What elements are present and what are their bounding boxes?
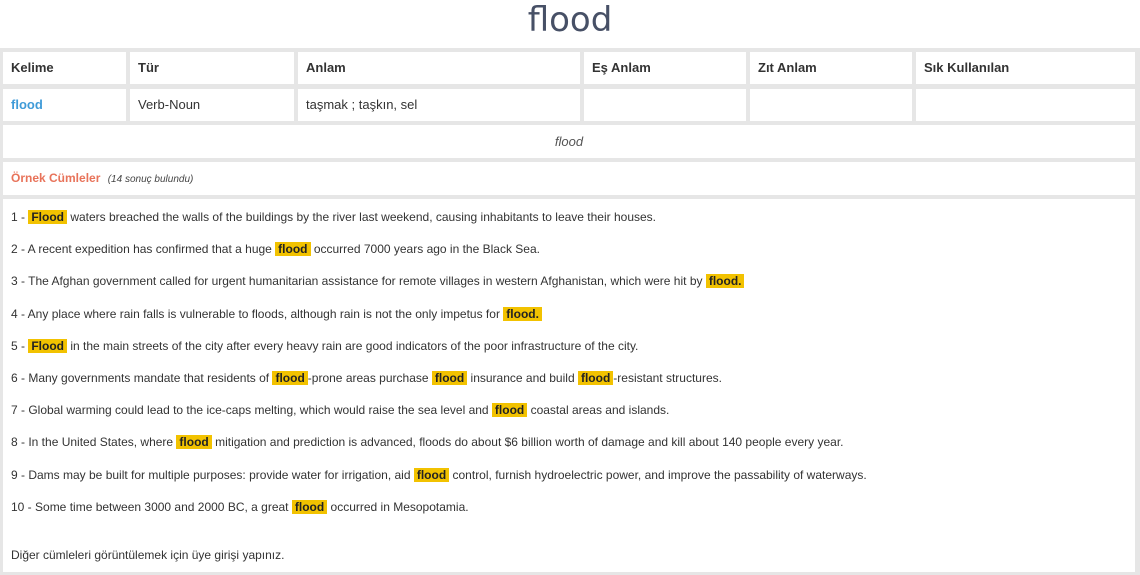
header-anlam: Anlam	[298, 52, 580, 84]
sentence-text: insurance and build	[467, 371, 578, 385]
sentence-text: coastal areas and islands.	[527, 403, 670, 417]
sentence-text: 9 - Dams may be built for multiple purposes: provide water for irrigation, aid	[11, 468, 414, 482]
sentence-text: 10 - Some time between 3000 and 2000 BC, a great	[11, 500, 292, 514]
highlight-word: flood	[578, 371, 613, 385]
example-sentence	[11, 271, 744, 291]
example-sentence	[11, 465, 867, 485]
examples-count: (14 sonuç bulundu)	[107, 174, 194, 185]
word-meaning: taşmak ; taşkın, sel	[298, 89, 580, 121]
sentence-text: -resistant structures.	[613, 371, 722, 385]
word-link[interactable]: flood	[3, 89, 126, 121]
word-synonym	[584, 89, 746, 121]
sentence-text: 1 -	[11, 210, 29, 224]
examples-list	[3, 199, 1135, 572]
highlight-word: Flood	[28, 210, 67, 224]
highlight-word: flood	[272, 371, 307, 385]
table-header-row	[3, 52, 1135, 84]
examples-header	[3, 162, 1135, 195]
highlight-word: flood	[275, 242, 310, 256]
example-sentence	[11, 207, 656, 227]
dictionary-frame	[0, 48, 1140, 575]
login-link[interactable]: üye girişi	[191, 548, 240, 562]
pronunciation: flood	[3, 125, 1135, 158]
sentence-text: -prone areas purchase	[307, 371, 432, 385]
header-tur: Tür	[130, 52, 294, 84]
example-sentence	[11, 400, 669, 420]
examples-title: Örnek Cümleler	[11, 171, 101, 185]
sentence-text: occurred 7000 years ago in the Black Sea.	[310, 242, 540, 256]
highlight-word: flood	[414, 468, 449, 482]
sentence-text: control, furnish hydroelectric power, and improve the passability of waterways.	[449, 468, 867, 482]
highlight-word: Flood	[28, 339, 67, 353]
sentence-text: 4 - Any place where rain falls is vulnerable to floods, although rain is not the only impetus for	[11, 307, 504, 321]
sentence-text: 3 - The Afghan government called for urgent humanitarian assistance for remote villages in western Afghanistan, which were hit by	[11, 274, 706, 288]
highlight-word: flood.	[706, 274, 745, 288]
header-zit-anlam: Zıt Anlam	[750, 52, 912, 84]
sentence-text: occurred in Mesopotamia.	[327, 500, 469, 514]
word-antonym	[750, 89, 912, 121]
sentence-text: in the main streets of the city after every heavy rain are good indicators of the poor infrastructure of the city.	[67, 339, 639, 353]
example-sentence	[11, 336, 638, 356]
header-kelime: Kelime	[3, 52, 126, 84]
sentence-text: 5 -	[11, 339, 29, 353]
sentence-text: mitigation and prediction is advanced, floods do about $6 billion worth of damage and kill about 140 people every year.	[211, 435, 844, 449]
example-sentence	[11, 368, 722, 388]
sentence-text: 8 - In the United States, where	[11, 435, 177, 449]
page-title: flood	[527, 0, 613, 40]
highlight-word: flood	[492, 403, 527, 417]
word-common	[916, 89, 1135, 121]
sentence-text: 2 - A recent expedition has confirmed that a huge	[11, 242, 276, 256]
word-type: Verb-Noun	[130, 89, 294, 121]
sentence-text: waters breached the walls of the buildings by the river last weekend, causing inhabitants to leave their houses.	[67, 210, 657, 224]
sentence-text: 7 - Global warming could lead to the ice-caps melting, which would raise the sea level and	[11, 403, 492, 417]
table-row	[3, 89, 1135, 121]
example-sentence	[11, 239, 540, 259]
example-sentence	[11, 304, 542, 324]
highlight-word: flood	[432, 371, 467, 385]
header-es-anlam: Eş Anlam	[584, 52, 746, 84]
highlight-word: flood	[176, 435, 211, 449]
login-note-after: yapınız.	[239, 548, 285, 562]
login-note	[11, 545, 284, 565]
login-note-before: Diğer cümleleri görüntülemek için	[11, 548, 192, 562]
highlight-word: flood	[292, 500, 327, 514]
highlight-word: flood.	[503, 307, 542, 321]
header-sik-kullanilan: Sık Kullanılan	[916, 52, 1135, 84]
example-sentence	[11, 432, 844, 452]
example-sentence	[11, 497, 469, 517]
sentence-text: 6 - Many governments mandate that residents of	[11, 371, 273, 385]
